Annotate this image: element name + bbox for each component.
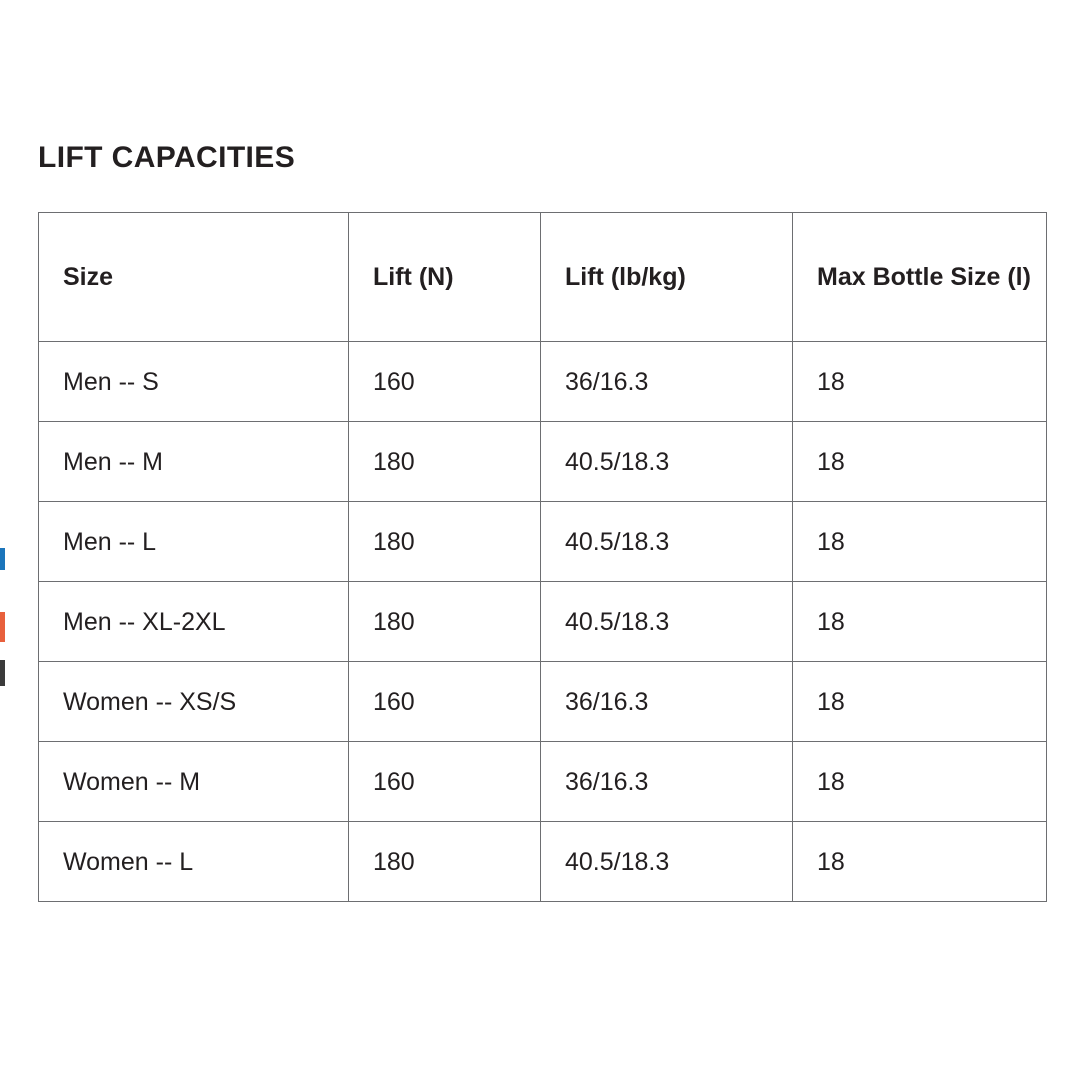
cell-lift-lb-kg: 40.5/18.3 — [541, 502, 793, 582]
table-row — [39, 502, 1047, 582]
table-row — [39, 582, 1047, 662]
edge-color-mark-dark — [0, 660, 5, 686]
cell-lift-lb-kg: 36/16.3 — [541, 342, 793, 422]
cell-max-bottle-size: 18 — [793, 422, 1047, 502]
page-title: LIFT CAPACITIES — [38, 141, 296, 174]
cell-max-bottle-size: 18 — [793, 502, 1047, 582]
column-header-lift-n: Lift (N) — [349, 213, 541, 342]
cell-lift-lb-kg: 36/16.3 — [541, 662, 793, 742]
cell-size: Men -- M — [39, 422, 349, 502]
table-header — [39, 213, 1047, 342]
edge-color-mark-orange — [0, 612, 5, 642]
cell-lift-n: 160 — [349, 742, 541, 822]
cell-lift-lb-kg: 40.5/18.3 — [541, 822, 793, 902]
column-header-lift-lb-kg: Lift (lb/kg) — [541, 213, 793, 342]
cell-lift-n: 180 — [349, 822, 541, 902]
edge-color-mark-blue — [0, 548, 5, 570]
cell-lift-n: 180 — [349, 582, 541, 662]
table-row — [39, 822, 1047, 902]
table-row — [39, 742, 1047, 822]
cell-size: Men -- XL-2XL — [39, 582, 349, 662]
cell-max-bottle-size: 18 — [793, 342, 1047, 422]
table-row — [39, 422, 1047, 502]
cell-max-bottle-size: 18 — [793, 662, 1047, 742]
lift-capacities-table-wrapper — [38, 212, 1046, 902]
cell-lift-n: 180 — [349, 422, 541, 502]
cell-max-bottle-size: 18 — [793, 582, 1047, 662]
table-header-row — [39, 213, 1047, 342]
cell-lift-n: 160 — [349, 662, 541, 742]
table-row — [39, 662, 1047, 742]
cell-max-bottle-size: 18 — [793, 822, 1047, 902]
cell-size: Men -- L — [39, 502, 349, 582]
lift-capacities-table — [38, 212, 1047, 902]
cell-max-bottle-size: 18 — [793, 742, 1047, 822]
cell-lift-lb-kg: 40.5/18.3 — [541, 422, 793, 502]
cell-size: Women -- L — [39, 822, 349, 902]
cell-lift-lb-kg: 40.5/18.3 — [541, 582, 793, 662]
cell-size: Women -- M — [39, 742, 349, 822]
column-header-max-bottle-size: Max Bottle Size (l) — [793, 213, 1047, 342]
table-body — [39, 342, 1047, 902]
cell-lift-lb-kg: 36/16.3 — [541, 742, 793, 822]
cell-size: Women -- XS/S — [39, 662, 349, 742]
cell-lift-n: 180 — [349, 502, 541, 582]
cell-size: Men -- S — [39, 342, 349, 422]
column-header-size: Size — [39, 213, 349, 342]
cell-lift-n: 160 — [349, 342, 541, 422]
table-row — [39, 342, 1047, 422]
